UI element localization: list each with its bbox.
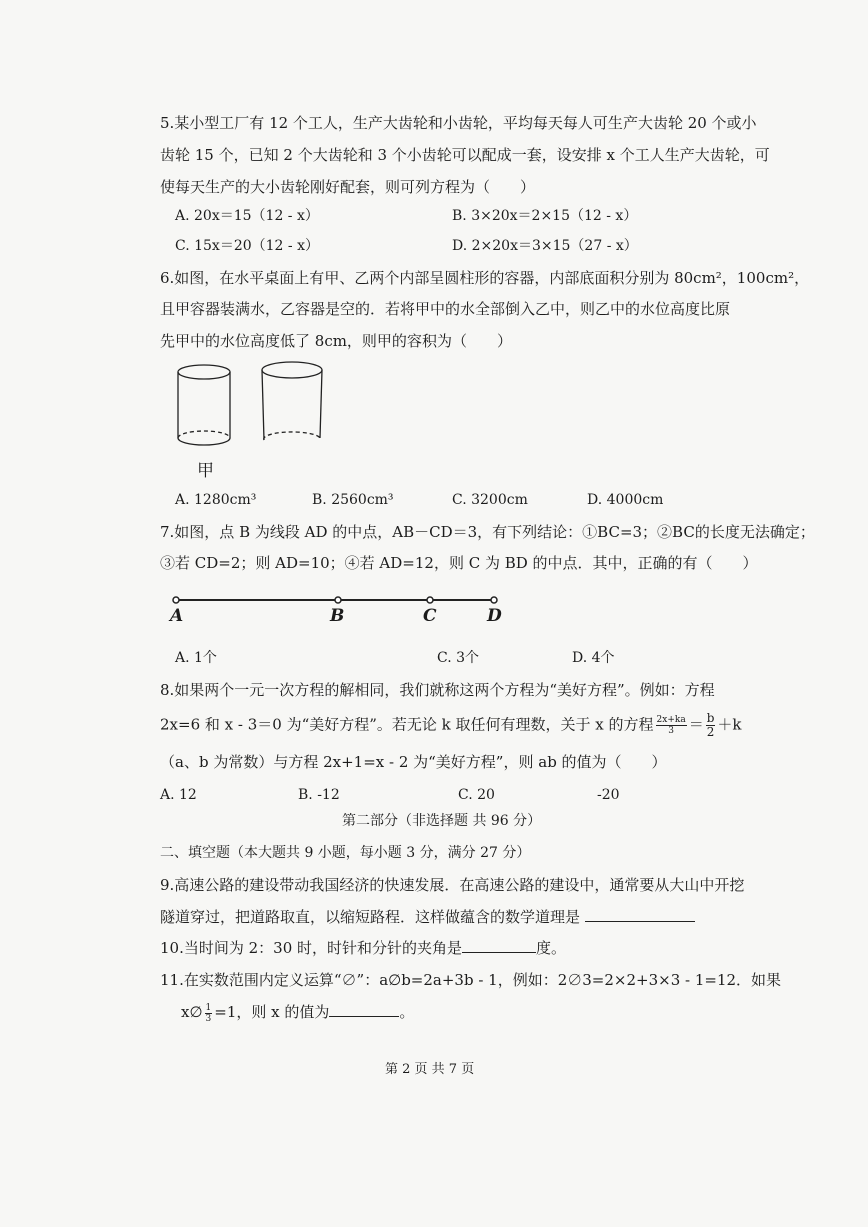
q6-line-3: 先甲中的水位高度低了 8cm，则甲的容积为（ ） <box>160 332 512 350</box>
q8-fraction-2 <box>706 712 716 739</box>
q9-line-1: 9.高速公路的建设带动我国经济的快速发展．在高速公路的建设中，通常要从大山中开挖 <box>160 876 745 894</box>
q9-line-2-text: 隧道穿过，把道路取直，以缩短路程．这样做蕴含的数学道理是 <box>160 908 581 926</box>
q11-line-2 <box>181 1002 414 1024</box>
q8-line-2 <box>160 712 742 739</box>
q7-line-1: 7.如图，点 B 为线段 AD 的中点，AB－CD＝3，有下列结论：①BC=3；②BC的长度无法确定； <box>160 523 815 541</box>
q8-option-a[interactable]: A. 12 <box>160 787 197 803</box>
label-b: B <box>330 606 345 626</box>
q8-fraction-1 <box>656 715 687 736</box>
label-a: A <box>170 606 184 626</box>
q11-frac-den: 3 <box>205 1013 212 1024</box>
label-d: D <box>487 606 502 626</box>
q11-text-after: =1，则 x 的值为 <box>214 1003 330 1021</box>
cylinder-jia-label: 甲 <box>197 461 214 481</box>
q5-line-3: 使每天生产的大小齿轮刚好配套，则可列方程为（ ） <box>160 178 536 196</box>
section-fill-blank: 二、填空题（本大题共 9 小题，每小题 3 分，满分 27 分） <box>160 845 531 861</box>
q9-line-2 <box>160 907 695 927</box>
q5-option-a[interactable]: A. 20x＝15（12 - x） <box>175 208 319 224</box>
q8-tail: ＋k <box>717 715 742 734</box>
q7-option-d[interactable]: D. 4个 <box>572 650 615 666</box>
q10-text-before: 10.当时间为 2：30 时，时针和分针的夹角是 <box>160 939 463 957</box>
q7-line-2: ③若 CD=2；则 AD=10；④若 AD=12，则 C 为 BD 的中点．其中，正确的有（ ） <box>160 554 758 572</box>
q8-frac2-num: b <box>706 711 715 725</box>
q11-answer-blank[interactable] <box>329 1002 399 1017</box>
q5-line-2: 齿轮 15 个，已知 2 个大齿轮和 3 个小齿轮可以配成一套，设安排 x 个工人生产大齿轮，可 <box>160 146 770 164</box>
q7-option-c[interactable]: C. 3个 <box>437 650 480 666</box>
page-footer: 第 2 页 共 7 页 <box>385 1062 475 1077</box>
q8-frac1-num: 2x+ka <box>656 715 686 725</box>
point-c <box>427 597 433 603</box>
q6-option-c[interactable]: C. 3200cm <box>452 492 528 508</box>
cylinder-jia <box>178 365 230 445</box>
q8-line-1: 8.如果两个一元一次方程的解相同，我们就称这两个方程为“美好方程”。例如：方程 <box>160 681 715 699</box>
q8-option-c[interactable]: C. 20 <box>458 787 495 803</box>
q7-option-a[interactable]: A. 1个 <box>175 650 217 666</box>
q11-end: 。 <box>399 1003 415 1021</box>
q6-option-b[interactable]: B. 2560cm³ <box>312 492 394 508</box>
cylinder-yi <box>262 362 322 440</box>
q9-answer-blank[interactable] <box>585 907 695 922</box>
point-a <box>173 597 179 603</box>
q10-answer-blank[interactable] <box>462 938 536 953</box>
q5-option-b[interactable]: B. 3×20x＝2×15（12 - x） <box>452 208 638 224</box>
q6-line-1: 6.如图，在水平桌面上有甲、乙两个内部呈圆柱形的容器，内部底面积分别为 80cm²，100cm²， <box>160 269 810 287</box>
q8-option-d[interactable]: -20 <box>597 787 620 803</box>
q6-line-2: 且甲容器装满水，乙容器是空的．若将甲中的水全部倒入乙中，则乙中的水位高度比原 <box>160 300 731 318</box>
q5-line-1: 5.某小型工厂有 12 个工人，生产大齿轮和小齿轮，平均每天每人可生产大齿轮 20 个或小 <box>160 114 757 132</box>
q8-equals: ＝ <box>688 715 704 734</box>
q5-option-d[interactable]: D. 2×20x＝3×15（27 - x） <box>452 238 638 254</box>
cylinders-figure <box>168 358 338 458</box>
q5-option-c[interactable]: C. 15x＝20（12 - x） <box>175 238 319 254</box>
point-b <box>335 597 341 603</box>
q6-option-d[interactable]: D. 4000cm <box>587 492 664 508</box>
q11-fraction <box>205 1003 213 1024</box>
q10-text-after: 度。 <box>536 939 567 957</box>
q8-line-2-text: 2x=6 和 x - 3＝0 为“美好方程”。若无论 k 取任何有理数，关于 x 的方程 <box>160 715 654 734</box>
q11-frac-num: 1 <box>205 1002 212 1013</box>
q10-line <box>160 938 566 958</box>
q8-frac1-den: 3 <box>668 726 674 736</box>
q8-option-b[interactable]: B. -12 <box>298 787 340 803</box>
q11-x-op: x∅ <box>181 1003 203 1021</box>
label-c: C <box>423 606 437 626</box>
q6-option-a[interactable]: A. 1280cm³ <box>175 492 257 508</box>
q8-line-3: （a、b 为常数）与方程 2x+1=x - 2 为“美好方程”，则 ab 的值为（ ） <box>160 753 667 771</box>
part2-heading: 第二部分（非选择题 共 96 分） <box>342 813 542 829</box>
q11-line-1: 11.在实数范围内定义运算“∅”：a∅b=2a+3b - 1，例如：2∅3=2×2+3×3 - 1=12．如果 <box>160 971 782 989</box>
q8-frac2-den: 2 <box>706 725 715 739</box>
point-d <box>491 597 497 603</box>
